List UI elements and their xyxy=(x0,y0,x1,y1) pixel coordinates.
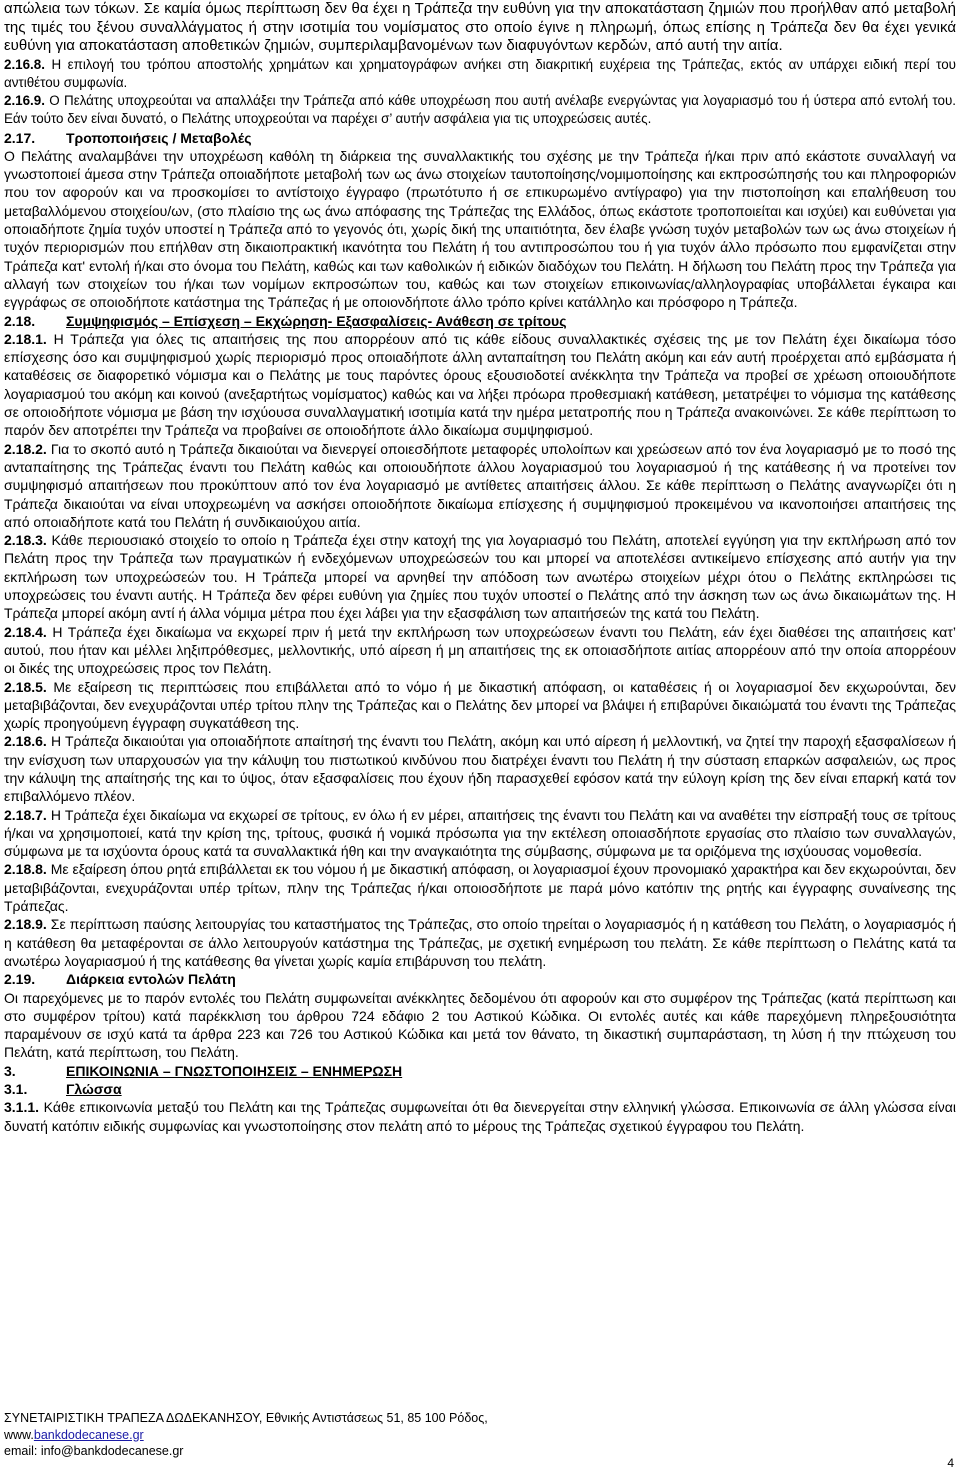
section-title: Διάρκεια εντολών Πελάτη xyxy=(66,971,236,988)
heading-3 xyxy=(4,1062,956,1080)
paragraph-text: Κάθε περιουσιακό στοιχείο το οποίο η Τράπεζα έχει στην κατοχή της για λογαριασμό του Πελάτη, αποτελεί εγγύηση για την εκπλήρωση από τον Πελάτη προς την Τράπεζα των πραγματικών ή ενδεχόμενων υποχρεώσεών του και μπορεί να αποτελέσει αντικείμενο επίσχεσης από αυτήν για την εκπλήρωση των υποχρεώσεών του. Η Τράπεζα μπορεί να αρνηθεί την απόδοση των ανωτέρω στοιχείων μέχρι ότου ο Πελάτης εκπληρώσει τις υποχρεώσεις του έναντι αυτής. Η Τράπεζα δεν φέρει ευθύνη για ζημίες που τυχόν υποστεί ο Πελάτης από την άσκηση των ως άνω δικαιωμάτων της. Η Τράπεζα μπορεί ακόμη αντί ή άλλα νόμιμα μέτρα που έχει λάβει για την εξασφάλιση των απαιτήσεών της κατά του Πελάτη. xyxy=(4,532,956,622)
section-number: 2.16.8. xyxy=(4,56,45,72)
page-footer xyxy=(4,1410,488,1460)
paragraph-2-18-7 xyxy=(4,806,956,861)
heading-2-19 xyxy=(4,970,956,988)
paragraph-text: Ο Πελάτης αναλαμβάνει την υποχρέωση καθόλη τη διάρκεια της συναλλακτικής του σχέσης με την Τράπεζα ή/και πριν από εκάστοτε συναλλαγή να γνωστοποιεί άμεσα στην Τράπεζα οποιαδήποτε μεταβολή των ως άνω στοιχείων ταυτοποίησης/νομιμοποίησης και εκπροσώπησής του και πληροφοριών που τον αφορούν και να προσκομίσει το αντίστοιχο έγγραφο (πρωτότυπο ή σε επικυρωμένο αντίγραφο) για την πιστοποίηση και επαλήθευση του μεταβαλλόμενου στοιχείου/ων, (στο πλαίσιο της ως άνω απόφασης της Τράπεζας της Ελλάδος, όπως εκάστοτε τροποποιείται και ισχύει) και ευθύνεται για οποιαδήποτε ζημία τυχόν υποστεί η Τράπεζα από το γεγονός ότι, χωρίς δική της υπαιτιότητα, δεν έλαβε γνώση τυχόν μεταβολών των ως άνω στοιχείων ή τυχόν περιορισμών που επήλθαν στη δικαιοπρακτική ικανότητα του Πελάτη ή του αντιπροσώπου του ή για τυχόν άλλο πρόσωπο που εμφανίζεται στην Τράπεζα κατ' εντολή ή/και στο όνομα του Πελάτη, καθώς και των καθολικών ή ειδικών διαδόχων του Πελάτη. Η δήλωση του Πελάτη προς την Τράπεζα για αλλαγή των στοιχείων του ή/και των νομίμων εκπροσώπων του, καθώς και των στοιχείων επικοινωνίας/αλληλογραφίας υποβάλλεται έγκαιρα και εγγράφως σε οποιοδήποτε κατάστημα της Τράπεζας ή με οποιονδήποτε άλλο τρόπο κρίνει κατάλληλο και πρόσφορο η Τράπεζα. xyxy=(4,147,956,311)
paragraph-text: Κάθε επικοινωνία μεταξύ του Πελάτη και της Τράπεζας συμφωνείται ότι θα διενεργείται στην ελληνική γλώσσα. Επικοινωνία σε άλλη γλώσσα είναι δυνατή κατόπιν ειδικής συμφωνίας και γνωστοποίησης στον πελάτη από το μέρους της Τράπεζας σχετικού έγγραφου του Πελάτη. xyxy=(4,1099,956,1134)
paragraph-2-18-5 xyxy=(4,678,956,733)
page-number: 4 xyxy=(947,1456,954,1470)
paragraph-text: Η Τράπεζα έχει δικαίωμα να εκχωρεί πριν ή μετά την εκπλήρωση των υποχρεώσεων έναντι του Πελάτη, εάν έχει διαθέσει της απαιτήσεις κατ’ αυτού, που ήταν και μέλλει ληξιπρόθεσμες, μελλοντικής, υπό αίρεση ή μη απαιτήσεις της εκ οποιασδήποτε αιτίας απορρέουν από την οποία απορρέουν οι δικές της υποχρεώσεις προς τον Πελάτη. xyxy=(4,623,956,677)
heading-2-17 xyxy=(4,129,956,147)
footer-website xyxy=(4,1427,488,1444)
section-number: 2.18.1. xyxy=(4,330,47,347)
paragraph-2-18-8 xyxy=(4,860,956,915)
section-number: 2.18.6. xyxy=(4,733,47,750)
section-number: 2.18.4. xyxy=(4,623,47,640)
paragraph-text: Με εξαίρεση όπου ρητά επιβάλλεται εκ του νόμου ή με δικαστική απόφαση, οι λογαριασμοί έχουν προνομιακό χαρακτήρα και δεν εκχωρούνται, δεν μεταβιβάζονται, ενεχυράζονται υπέρ τρίτων, πλην της Τράπεζας ή/και οποιοσδήποτε με παρά μόνο κατόπιν της ρητής και έγγραφης συναίνεσης της Τράπεζας. xyxy=(4,861,956,915)
heading-2-18 xyxy=(4,312,956,330)
paragraph-text: Για το σκοπό αυτό η Τράπεζα δικαιούται να διενεργεί οποιεσδήποτε μεταφορές υπολοίπων και χρεώσεων από τον ένα λογαριασμό με το ποσό της ανταπαίτησης της Τράπεζας έναντι του Πελάτη καθώς και οποιουδήποτε άλλου λογαριασμού του λογαριασμού ή της κατάθεσης ή να προτείνει τον συμψηφισμό απαιτήσεων που προκύπτουν από τον ένα λογαριασμό με αντίθετες απαιτήσεις άλλου. Σε κάθε περίπτωση ο Πελάτης αναγνωρίζει ότι η Τράπεζα δικαιούται να είναι υποχρεωμένη να ασκήσει οποιοδήποτε δικαίωμα επίσχεσης ή συμψηφισμού προκειμένου να ικανοποιήσει απαιτήσεις της από οποιαδήποτε κατά του Πελάτη ή συνδικαιούχου αιτία. xyxy=(4,440,956,530)
section-number: 2.18.3. xyxy=(4,532,47,549)
paragraph-2-18-9 xyxy=(4,915,956,970)
paragraph-text: Με εξαίρεση τις περιπτώσεις που επιβάλλεται από το νόμο ή με δικαστική απόφαση, οι καταθέσεις ή οι λογαριασμοί δεν εκχωρούνται, δεν μεταβιβάζονται, δεν ενεχυράζονται υπέρ τρίτου πλην της Τράπεζας και ο Πελάτης δεν μπορεί να βλάψει ή επιβαρύνει δικαιώματά του έναντι της Τράπεζας χωρίς προηγούμενη έγγραφη συγκατάθεση της. xyxy=(4,678,956,732)
section-number: 3.1. xyxy=(4,1081,28,1098)
website-link[interactable]: bankdodecanese.gr xyxy=(33,1427,144,1442)
section-number: 3.1.1. xyxy=(4,1099,40,1116)
paragraph-text: Οι παρεχόμενες με το παρόν εντολές του Πελάτη συμφωνείται ανέκκλητες δεδομένου ότι αφορούν και στο συμφέρον της Τράπεζας (κατά περίπτωση και στο συμφέρον τρίτου) κατά παρέκκλιση του άρθρου 724 εδάφιο 2 του Αστικού Κώδικα. Οι εντολές αυτές και κάθε παρεχόμενη πληρεξουσιότητα παραμένουν σε ισχύ κατά τα άρθρα 223 και 726 του Αστικού Κώδικα και μετά τον θάνατο, τη δικαστική συμπαράσταση, τη λύση ή την πτώχευση του Πελάτη, κατά περίπτωση, του Πελάτη. xyxy=(4,989,956,1061)
section-number: 2.18. xyxy=(4,312,36,329)
section-number: 2.18.7. xyxy=(4,806,47,823)
paragraph-text: απώλεια των τόκων. Σε καμία όμως περίπτωση δεν θα έχει η Τράπεζα την ευθύνη για την αποκατάσταση ζημιών που προήλθαν από μεταβολή της τιμές του ξένου συναλλάγματος ή στην ισοτιμία του νομίσματος στο οποίο έγινε η πληρωμή, όπως επίσης η Τράπεζα δεν θα έχει γενικά ευθύνη για αποκατάσταση αποθετικών ζημιών, συμπεριλαμβανομένων των διαφυγόντων κερδών, από αυτή την αιτία. xyxy=(4,0,956,55)
paragraph-2-18-1 xyxy=(4,330,956,440)
footer-address: ΣΥΝΕΤΑΙΡΙΣΤΙΚΗ ΤΡΑΠΕΖΑ ΔΩΔΕΚΑΝΗΣΟΥ, Εθνικής Αντιστάσεως 51, 85 100 Ρόδος, xyxy=(4,1411,488,1425)
paragraph-2-18-4 xyxy=(4,623,956,678)
paragraph-text: Η Τράπεζα έχει δικαίωμα να εκχωρεί σε τρίτους, εν όλω ή εν μέρει, απαιτήσεις της έναντι του Πελάτη και να αναθέτει την είσπραξή τους σε τρίτους ή/και να χρησιμοποιεί, κατά την κρίση της, τρίτους, φυσικά ή νομικά πρόσωπα για την εκτέλεση οποιασδήποτε εργασίας στο πλαίσιο των συναλλαγών, σύμφωνα με τα ισχύοντα όρους κατά τα συναλλακτικά ήθη και την αναγκαιότητα της σύμβασης, σύμφωνα με τα οριζόμενα της ισχύουσας νομοθεσία. xyxy=(4,806,956,860)
paragraph-2-19-body xyxy=(4,989,956,1062)
paragraph-2-17-body xyxy=(4,147,956,312)
section-title: Γλώσσα xyxy=(66,1081,122,1098)
paragraph-2-18-3 xyxy=(4,531,956,622)
paragraph-2-18-2 xyxy=(4,440,956,531)
section-number: 3. xyxy=(4,1062,16,1079)
paragraph-text: Ο Πελάτης υποχρεούται να απαλλάξει την Τράπεζα από κάθε υποχρέωση που αυτή ανέλαβε ενεργώντας για λογαριασμό του ή ύστερα από εντολή του. Εάν τούτο δεν είναι δυνατό, ο Πελάτης υποχρεούται να παρέχει σ’ αυτήν ασφάλεια για τις υποχρεώσεις αυτές. xyxy=(4,93,956,127)
section-number: 2.18.8. xyxy=(4,861,47,878)
paragraph-intro xyxy=(4,0,956,56)
section-number: 2.18.5. xyxy=(4,678,47,695)
document-body xyxy=(4,0,956,1135)
section-number: 2.16.9. xyxy=(4,93,45,109)
section-number: 2.18.9. xyxy=(4,916,47,933)
heading-3-1 xyxy=(4,1080,956,1098)
paragraph-text: Η επιλογή του τρόπου αποστολής χρημάτων και χρηματογράφων ανήκει στη διακριτική ευχέρεια της Τράπεζας, εκτός αν υπάρχει ειδική περί του αντιθέτου συμφωνία. xyxy=(4,56,956,90)
paragraph-2-16-9 xyxy=(4,92,956,128)
section-number: 2.19. xyxy=(4,971,36,988)
paragraph-text: Σε περίπτωση παύσης λειτουργίας του καταστήματος της Τράπεζας, στο οποίο τηρείται ο λογαριασμός ή η κατάθεση του Πελάτη, ο λογαριασμός ή η κατάθεση θα μεταφέρονται σε άλλο λειτουργούν κατάστημα της Τράπεζας, με σχετική ενημέρωση του πελάτη. Σε κάθε περίπτωση ο Πελάτης κατά τα ανωτέρω λογαριασμού ή της κατάθεσης θα γίνεται χωρίς καμία επιβάρυνση του πελάτη. xyxy=(4,916,956,969)
paragraph-2-18-6 xyxy=(4,732,956,805)
paragraph-text: Η Τράπεζα για όλες τις απαιτήσεις της που απορρέουν από τις κάθε είδους συναλλακτικές σχέσεις της με τον Πελάτη έχει δικαίωμα τόσο επίσχεσης όσο και συμψηφισμού χωρίς περιορισμό προς οποιαδήποτε άλλη ανταπαίτηση του Πελάτη ακόμη και εάν αυτή προέρχεται από εμβάσματα ή καταθέσεις σε διαφορετικό νόμισμα και ο Πελάτης με τους παρόντες όρους εξουσιοδοτεί ανέκκλητα την Τράπεζα να προβεί σε χρέωση οποιουδήποτε λογαριασμού του ακόμη και κοινού (ανεξαρτήτως νομίσματος) καθώς και να λήξει πρόωρα προθεσμιακή κατάθεση, μετατρέψει το νόμισμα της κατάθεσης σε οποιοδήποτε νόμισμα με βάση την ισχύουσα συναλλαγματική ισοτιμία κατά την ημέρα μετατροπής που η Τράπεζα ανακοινώνει. Σε κάθε περίπτωση το παρόν δεν αποτρέπει την Τράπεζα να προβαίνει σε οποιοδήποτε άλλο δικαίωμα συμψηφισμού. xyxy=(4,330,956,439)
paragraph-3-1-1 xyxy=(4,1098,956,1135)
paragraph-2-16-8 xyxy=(4,56,956,92)
section-number: 2.18.2. xyxy=(4,440,47,457)
paragraph-text: Η Τράπεζα δικαιούται για οποιαδήποτε απαίτησή της έναντι του Πελάτη, ακόμη και υπό αίρεση ή μελλοντική, να ζητεί την παροχή εξασφαλίσεων ή την ενίσχυση των υπαρχουσών για την κάλυψη του πιστωτικού κινδύνου που διατρέχει έναντι του Πελάτη ή την σύσταση επαρκών ασφαλειών, ως προς την κάλυψη της απαίτησής της και το ύψος, όταν εξασφαλίσεις που έχουν ήδη παρασχεθεί εφόσον κατά την εύλογη κρίση της δεν είναι επαρκή κατά τον επιβαλλόμενο πλέον. xyxy=(4,733,956,805)
section-title: ΕΠΙΚΟΙΝΩΝΙΑ – ΓΝΩΣΤΟΠΟΙΗΣΕΙΣ – ΕΝΗΜΕΡΩΣΗ xyxy=(66,1062,403,1079)
email-link[interactable]: email: info@bankdodecanese.gr xyxy=(4,1444,184,1458)
section-number: 2.17. xyxy=(4,129,36,146)
section-title: Τροποποιήσεις / Μεταβολές xyxy=(66,129,252,146)
footer-web-label: www. xyxy=(4,1427,34,1442)
section-title: Συμψηφισμός – Επίσχεση – Εκχώρηση- Εξασφαλίσεις- Ανάθεση σε τρίτους xyxy=(66,312,567,329)
